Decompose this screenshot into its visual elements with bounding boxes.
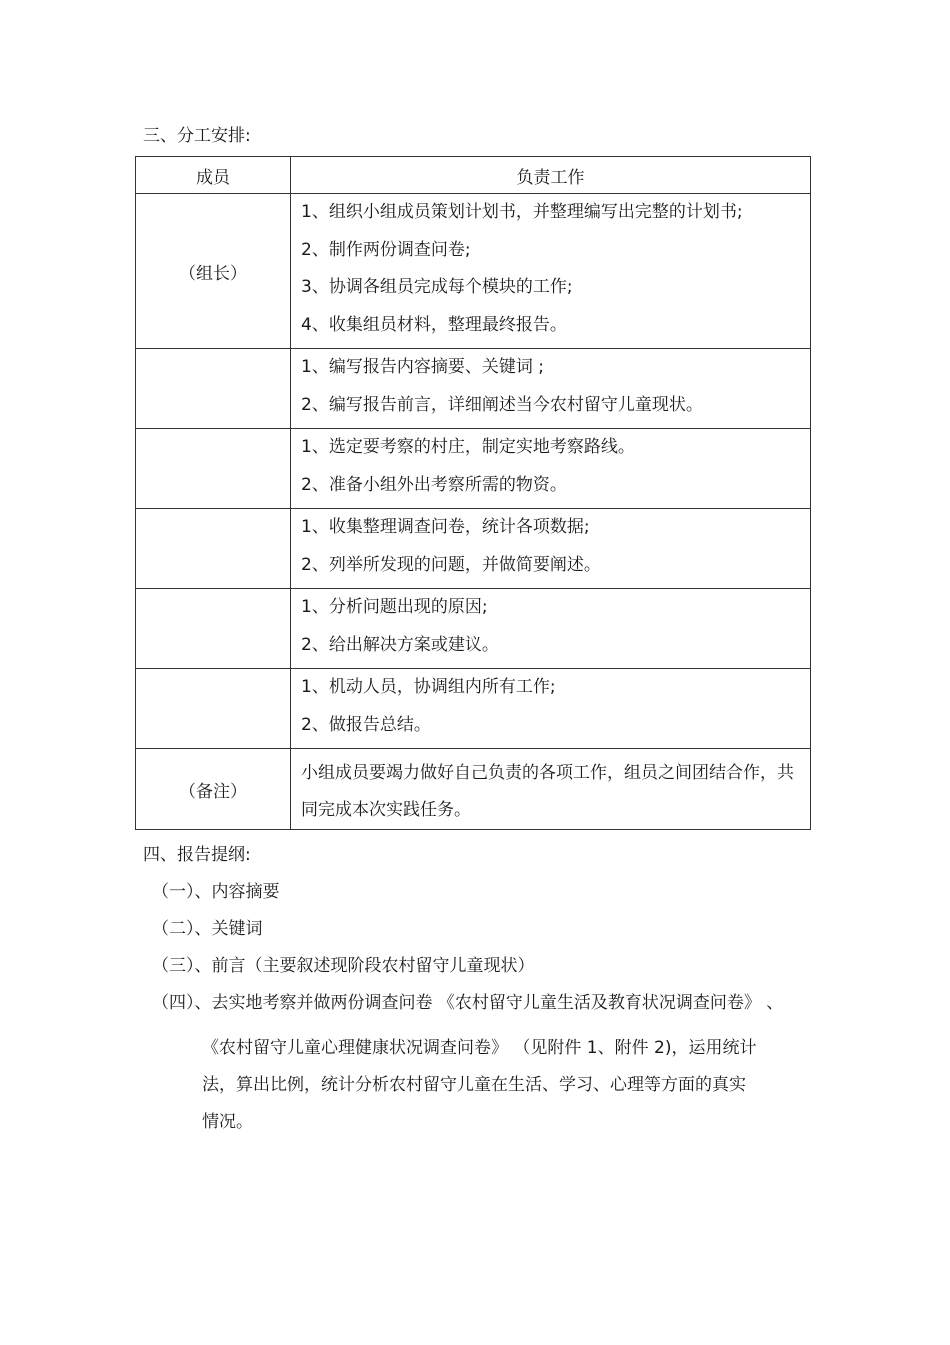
table-row [136, 749, 811, 830]
continuation-line: 法，算出比例，统计分析农村留守儿童在生活、学习、心理等方面的真实 [202, 1075, 746, 1095]
continuation-line: 《农村留守儿童心理健康状况调查问卷》 （见附件 1、附件 2)，运用统计 [202, 1038, 757, 1058]
duty-line: 2、给出解决方案或建议。 [301, 634, 499, 655]
outline-item-4-continuation [202, 1030, 812, 1141]
table-row [136, 429, 811, 509]
table-header-row [136, 157, 811, 194]
outline-item-4: （四）、去实地考察并做两份调查问卷 《农村留守儿童生活及教育状况调查问卷》 、 [152, 993, 784, 1013]
member-cell: （备注） [136, 749, 291, 830]
duty-line: 1、组织小组成员策划计划书，并整理编写出完整的计划书; [301, 202, 743, 222]
section-3-title: 三、分工安排: [143, 126, 251, 146]
division-of-labor-table [135, 156, 811, 830]
duties-cell [291, 509, 811, 589]
duties-cell [291, 349, 811, 429]
section-4-title: 四、报告提纲: [143, 845, 251, 865]
member-cell [136, 429, 291, 509]
table-row [136, 194, 811, 349]
outline-item-2: （二）、关键词 [152, 919, 263, 939]
duties-cell [291, 194, 811, 349]
table-row [136, 669, 811, 749]
duty-line: 1、编写报告内容摘要、关键词 ; [301, 357, 544, 377]
duties-cell [291, 669, 811, 749]
member-cell [136, 349, 291, 429]
duty-line: 2、列举所发现的问题，并做简要阐述。 [301, 554, 601, 575]
duty-line: 2、制作两份调查问卷; [301, 239, 471, 260]
duty-line: 2、编写报告前言，详细阐述当今农村留守儿童现状。 [301, 394, 703, 415]
outline-item-1: （一）、内容摘要 [152, 882, 280, 902]
note-cell [291, 749, 811, 830]
member-cell: （组长） [136, 194, 291, 349]
table-row [136, 509, 811, 589]
continuation-line: 情况。 [202, 1112, 253, 1132]
duty-line: 1、分析问题出现的原因; [301, 597, 488, 617]
duty-line: 4、收集组员材料，整理最终报告。 [301, 314, 567, 335]
duty-line: 3、协调各组员完成每个模块的工作; [301, 277, 573, 297]
member-cell [136, 669, 291, 749]
table-row [136, 589, 811, 669]
duty-line: 2、准备小组外出考察所需的物资。 [301, 474, 567, 495]
duty-line: 1、收集整理调查问卷，统计各项数据; [301, 517, 590, 537]
column-header-duties: 负责工作 [291, 157, 811, 194]
duty-line: 1、选定要考察的村庄，制定实地考察路线。 [301, 437, 635, 457]
column-header-member: 成员 [136, 157, 291, 194]
duties-cell [291, 429, 811, 509]
duties-cell [291, 589, 811, 669]
duty-line: 2、做报告总结。 [301, 714, 431, 735]
note-text: 小组成员要竭力做好自己负责的各项工作，组员之间团结合作，共同完成本次实践任务。 [301, 763, 794, 820]
duty-line: 1、机动人员，协调组内所有工作; [301, 677, 556, 697]
outline-item-3: （三）、前言（主要叙述现阶段农村留守儿童现状） [152, 956, 535, 976]
table-row [136, 349, 811, 429]
member-cell [136, 589, 291, 669]
member-cell [136, 509, 291, 589]
